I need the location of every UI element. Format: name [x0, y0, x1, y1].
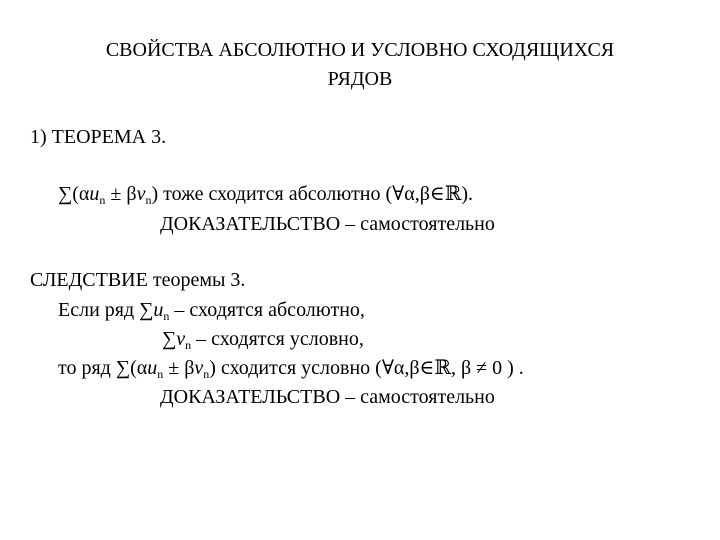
slide-title-line-1: СВОЙСТВА АБСОЛЮТНО И УСЛОВНО СХОДЯЩИХСЯ: [105, 39, 615, 61]
corollary-line-2: [162, 327, 364, 351]
slide-title-line-2: РЯДОВ: [327, 68, 393, 90]
corollary-line-1-prefix: Если ряд ∑: [58, 299, 154, 321]
corollary-heading: СЛЕДСТВИЕ теоремы 3.: [30, 269, 246, 291]
corollary-line-3-sub-2: n: [203, 367, 210, 381]
theorem-pm: ± β: [105, 183, 137, 205]
corollary-line-1-sub: n: [163, 309, 170, 323]
corollary-line-3-u: u: [147, 357, 158, 379]
corollary-line-1-rest: – сходятся абсолютно,: [169, 299, 365, 321]
theorem-proof: ДОКАЗАТЕЛЬСТВО – самостоятельно: [160, 213, 495, 235]
corollary-line-3-rest: ) сходится условно (∀α,β∈ℝ, β ≠ 0 ) .: [209, 357, 524, 379]
corollary-line-3-sub-1: n: [157, 367, 164, 381]
corollary-line-3: [58, 356, 524, 380]
corollary-line-2-sub: n: [185, 338, 192, 352]
corollary-line-2-rest: – сходятся условно,: [191, 328, 364, 350]
corollary-line-1-u: u: [153, 299, 164, 321]
theorem-sum-open: ∑(α: [58, 183, 90, 205]
theorem-v: v: [136, 183, 146, 205]
corollary-proof: ДОКАЗАТЕЛЬСТВО – самостоятельно: [160, 386, 495, 408]
theorem-u: u: [89, 183, 100, 205]
theorem-sub-n1: n: [99, 193, 106, 207]
theorem-statement: [58, 182, 473, 206]
corollary-line-3-prefix: то ряд ∑(α: [58, 357, 148, 379]
theorem-heading: 1) ТЕОРЕМА 3.: [30, 126, 167, 148]
theorem-sub-n2: n: [145, 193, 152, 207]
corollary-line-2-prefix: ∑: [162, 328, 177, 350]
corollary-line-3-v: v: [194, 357, 204, 379]
theorem-rest: ) тоже сходится абсолютно (∀α,β∈ℝ).: [151, 183, 473, 205]
corollary-line-1: [58, 298, 365, 322]
corollary-line-3-pm: ± β: [163, 357, 195, 379]
corollary-line-2-v: v: [176, 328, 186, 350]
